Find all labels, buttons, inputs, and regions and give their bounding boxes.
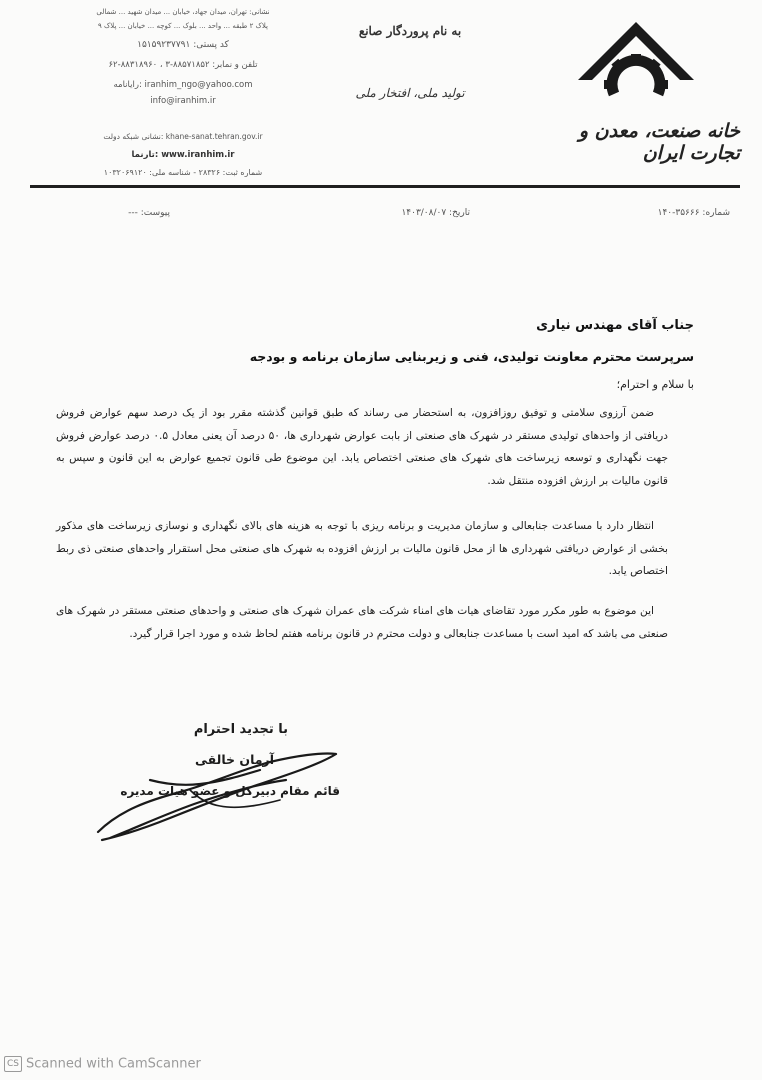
- letter-number: شماره: ۳۵۶۶۶-۱۴۰: [657, 208, 730, 218]
- paragraph-2-text: انتظار دارد با مساعدت جنابعالی و سازمان مدیریت و برنامه ریزی با توجه به هزینه های بالای نگهداری و نوسازی زیرساخت های مذکور بخشی از عوارض دریافتی شهرداری ها از محل قانون مالیات بر ارزش افزوده به شهرک های صنعتی محل استقرار واحدهای صنعتی ذی ربط اختصاص یابد.: [56, 520, 668, 577]
- address-line-2: پلاک ۲ طبقه ... واحد ... بلوک ... کوچه ... خیابان ... پلاک ۹: [98, 22, 268, 30]
- phone-fax: تلفن و نمابر: ۸۸۵۷۱۸۵۲-۳ ، ۸۸۳۱۸۹۶۰-۶۲: [108, 60, 258, 70]
- addressee: جناب آقای مهندس نیاری: [536, 318, 694, 333]
- closing-phrase: با تجدید احترام: [193, 722, 288, 737]
- paragraph-1-text: ضمن آرزوی سلامتی و توفیق روزافزون، به استحضار می رساند که طبق قوانین گذشته مقرر بود از یک درصد سهم عوارض فروش دریافتی از واحدهای تولیدی مستقر در شهرک های صنعتی از بابت عوارض شهرداری ها، ۵۰ درصد آن یعنی معادل ۰.۵ درصد عوارض فروش جهت نگهداری و توسعه زیرساخت های شهرک های صنعتی اختصاص یابد. این موضوع طی قانون تجمیع عوارض به این قانون و سپس به قانون مالیات بر ارزش افزوده منتقل شد.: [56, 407, 669, 487]
- greeting: با سلام و احترام؛: [616, 378, 694, 391]
- letter-attachment: پیوست: ---: [128, 208, 170, 218]
- registration-number: شماره ثبت: ۲۸۳۲۶ - شناسه ملی: ۱۰۳۲۰۶۹۱۲۰: [103, 168, 263, 177]
- organization-name: خانه صنعت، معدن و تجارت ایران: [578, 120, 740, 164]
- letter-date: تاریخ: ۱۴۰۳/۰۸/۰۷: [401, 208, 470, 218]
- scanner-text: Scanned with CamScanner: [26, 1056, 201, 1072]
- bismillah: به نام پروردگار صانع: [358, 24, 462, 38]
- signer-title: قائم مقام دبیرکل و عضو هیات مدیره: [120, 784, 340, 798]
- camscanner-icon: CS: [4, 1056, 22, 1072]
- website: www.iranhim.ir :تارنما: [131, 150, 235, 160]
- recipient-title: سرپرست محترم معاونت تولیدی، فنی و زیربنایی سازمان برنامه و بودجه: [249, 349, 694, 364]
- gov-site: khane-sanat.tehran.gov.ir :نشانی شبکه دولت: [103, 132, 263, 141]
- paragraph-3-text: این موضوع به طور مکرر مورد تقاضای هیات های امناء شرکت های عمران شهرک های صنعتی و واحدهای صنعتی مستقر در شهرک های صنعتی می باشد که امید است با مساعدت جنابعالی و دولت محترم در قانون برنامه هفتم لحاظ شده و مورد اجرا قرار گیرد.: [56, 605, 668, 640]
- email-secondary: info@iranhim.ir: [150, 96, 216, 106]
- slogan: تولید ملی، افتخار ملی: [355, 86, 465, 100]
- address-line-1: نشانی: تهران، میدان جهاد، خیابان ... میدان شهید ... شمالی: [96, 8, 270, 16]
- paragraph-2: [56, 515, 668, 583]
- header-divider: [30, 185, 740, 188]
- paragraph-1: [56, 402, 668, 492]
- organization-logo: [540, 20, 740, 164]
- email-primary: iranhim_ngo@yahoo.com :رایانامه: [113, 80, 253, 90]
- scanner-watermark: [4, 1056, 201, 1074]
- handwritten-signature-icon: [90, 740, 350, 850]
- postal-code: کد پستی: ۱۵۱۵۹۲۳۷۷۹۱: [137, 40, 229, 50]
- signer-name: آرمان خالقی: [195, 752, 274, 767]
- house-gear-logo-icon: [576, 20, 696, 115]
- paragraph-3: [56, 600, 668, 645]
